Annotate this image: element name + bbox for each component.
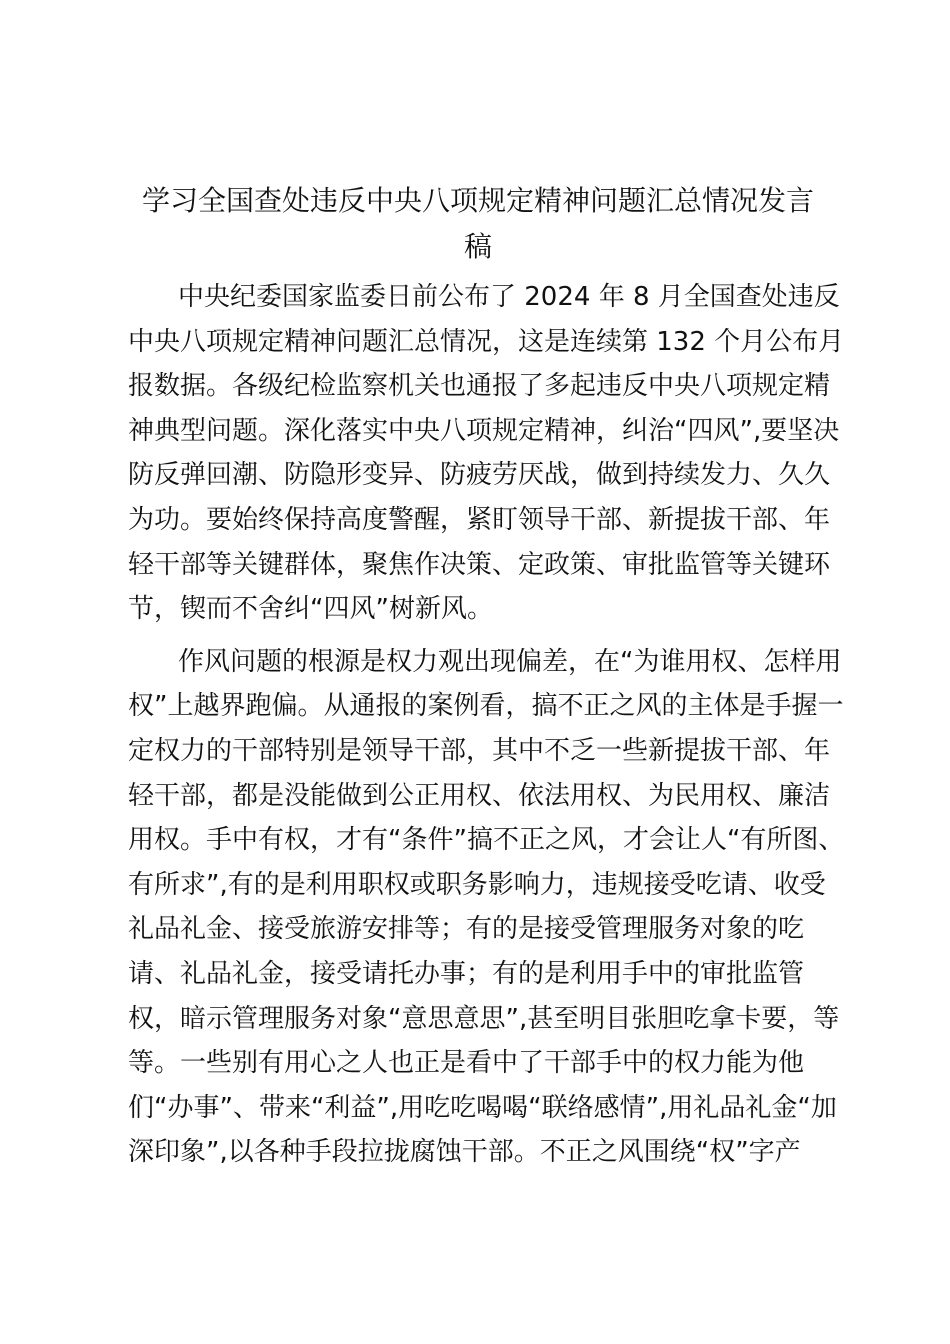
paragraph-line: 中央八项规定精神问题汇总情况，这是连续第 132 个月公布月 xyxy=(128,326,845,357)
paragraph-line: 深印象”,以各种手段拉拢腐蚀干部。不正之风围绕“权”字产 xyxy=(128,1137,801,1168)
paragraph-line: 中央纪委国家监委日前公布了 2024 年 8 月全国查处违反 xyxy=(178,282,840,312)
document-title xyxy=(128,178,828,270)
paragraph-line: 作风问题的根源是权力观出现偏差，在“为谁用权、怎样用 xyxy=(178,646,842,677)
paragraph-line: 节，锲而不舍纠“四风”树新风。 xyxy=(128,594,493,625)
paragraph-line: 用权。手中有权，才有“条件”搞不正之风，才会让人“有所图、 xyxy=(128,825,845,856)
paragraph-line: 轻干部等关键群体，聚焦作决策、定政策、审批监管等关键环 xyxy=(128,549,831,580)
paragraph-line: 定权力的干部特别是领导干部，其中不乏一些新提拔干部、年 xyxy=(128,735,831,766)
paragraph-line: 们“办事”、带来“利益”,用吃吃喝喝“联络感情”,用礼品礼金“加 xyxy=(128,1092,837,1123)
paragraph-line: 礼品礼金、接受旅游安排等；有的是接受管理服务对象的吃 xyxy=(128,914,805,945)
paragraph-line: 报数据。各级纪检监察机关也通报了多起违反中央八项规定精 xyxy=(128,371,831,402)
paragraph-line: 权”上越界跑偏。从通报的案例看，搞不正之风的主体是手握一 xyxy=(128,691,844,722)
paragraph-2 xyxy=(128,640,845,1175)
paragraph-1 xyxy=(128,275,845,632)
title-line: 稿 xyxy=(463,230,492,263)
paragraph-line: 神典型问题。深化落实中央八项规定精神，纠治“四风”,要坚决 xyxy=(128,415,840,446)
paragraph-line: 轻干部，都是没能做到公正用权、依法用权、为民用权、廉洁 xyxy=(128,780,831,811)
paragraph-line: 权，暗示管理服务对象“意思意思”,甚至明目张胆吃拿卡要，等 xyxy=(128,1003,840,1034)
document-body xyxy=(128,275,845,1175)
paragraph-line: 等。一些别有用心之人也正是看中了干部手中的权力能为他 xyxy=(128,1048,805,1079)
title-line: 学习全国查处违反中央八项规定精神问题汇总情况发言 xyxy=(141,184,814,217)
paragraph-line: 有所求”,有的是利用职权或职务影响力，违规接受吃请、收受 xyxy=(128,869,826,900)
paragraph-line: 为功。要始终保持高度警醒，紧盯领导干部、新提拔干部、年 xyxy=(128,504,831,535)
paragraph-line: 请、礼品礼金，接受请托办事；有的是利用手中的审批监管 xyxy=(128,958,805,989)
paragraph-spacer xyxy=(128,632,828,640)
paragraph-line: 防反弹回潮、防隐形变异、防疲劳厌战，做到持续发力、久久 xyxy=(128,460,831,491)
